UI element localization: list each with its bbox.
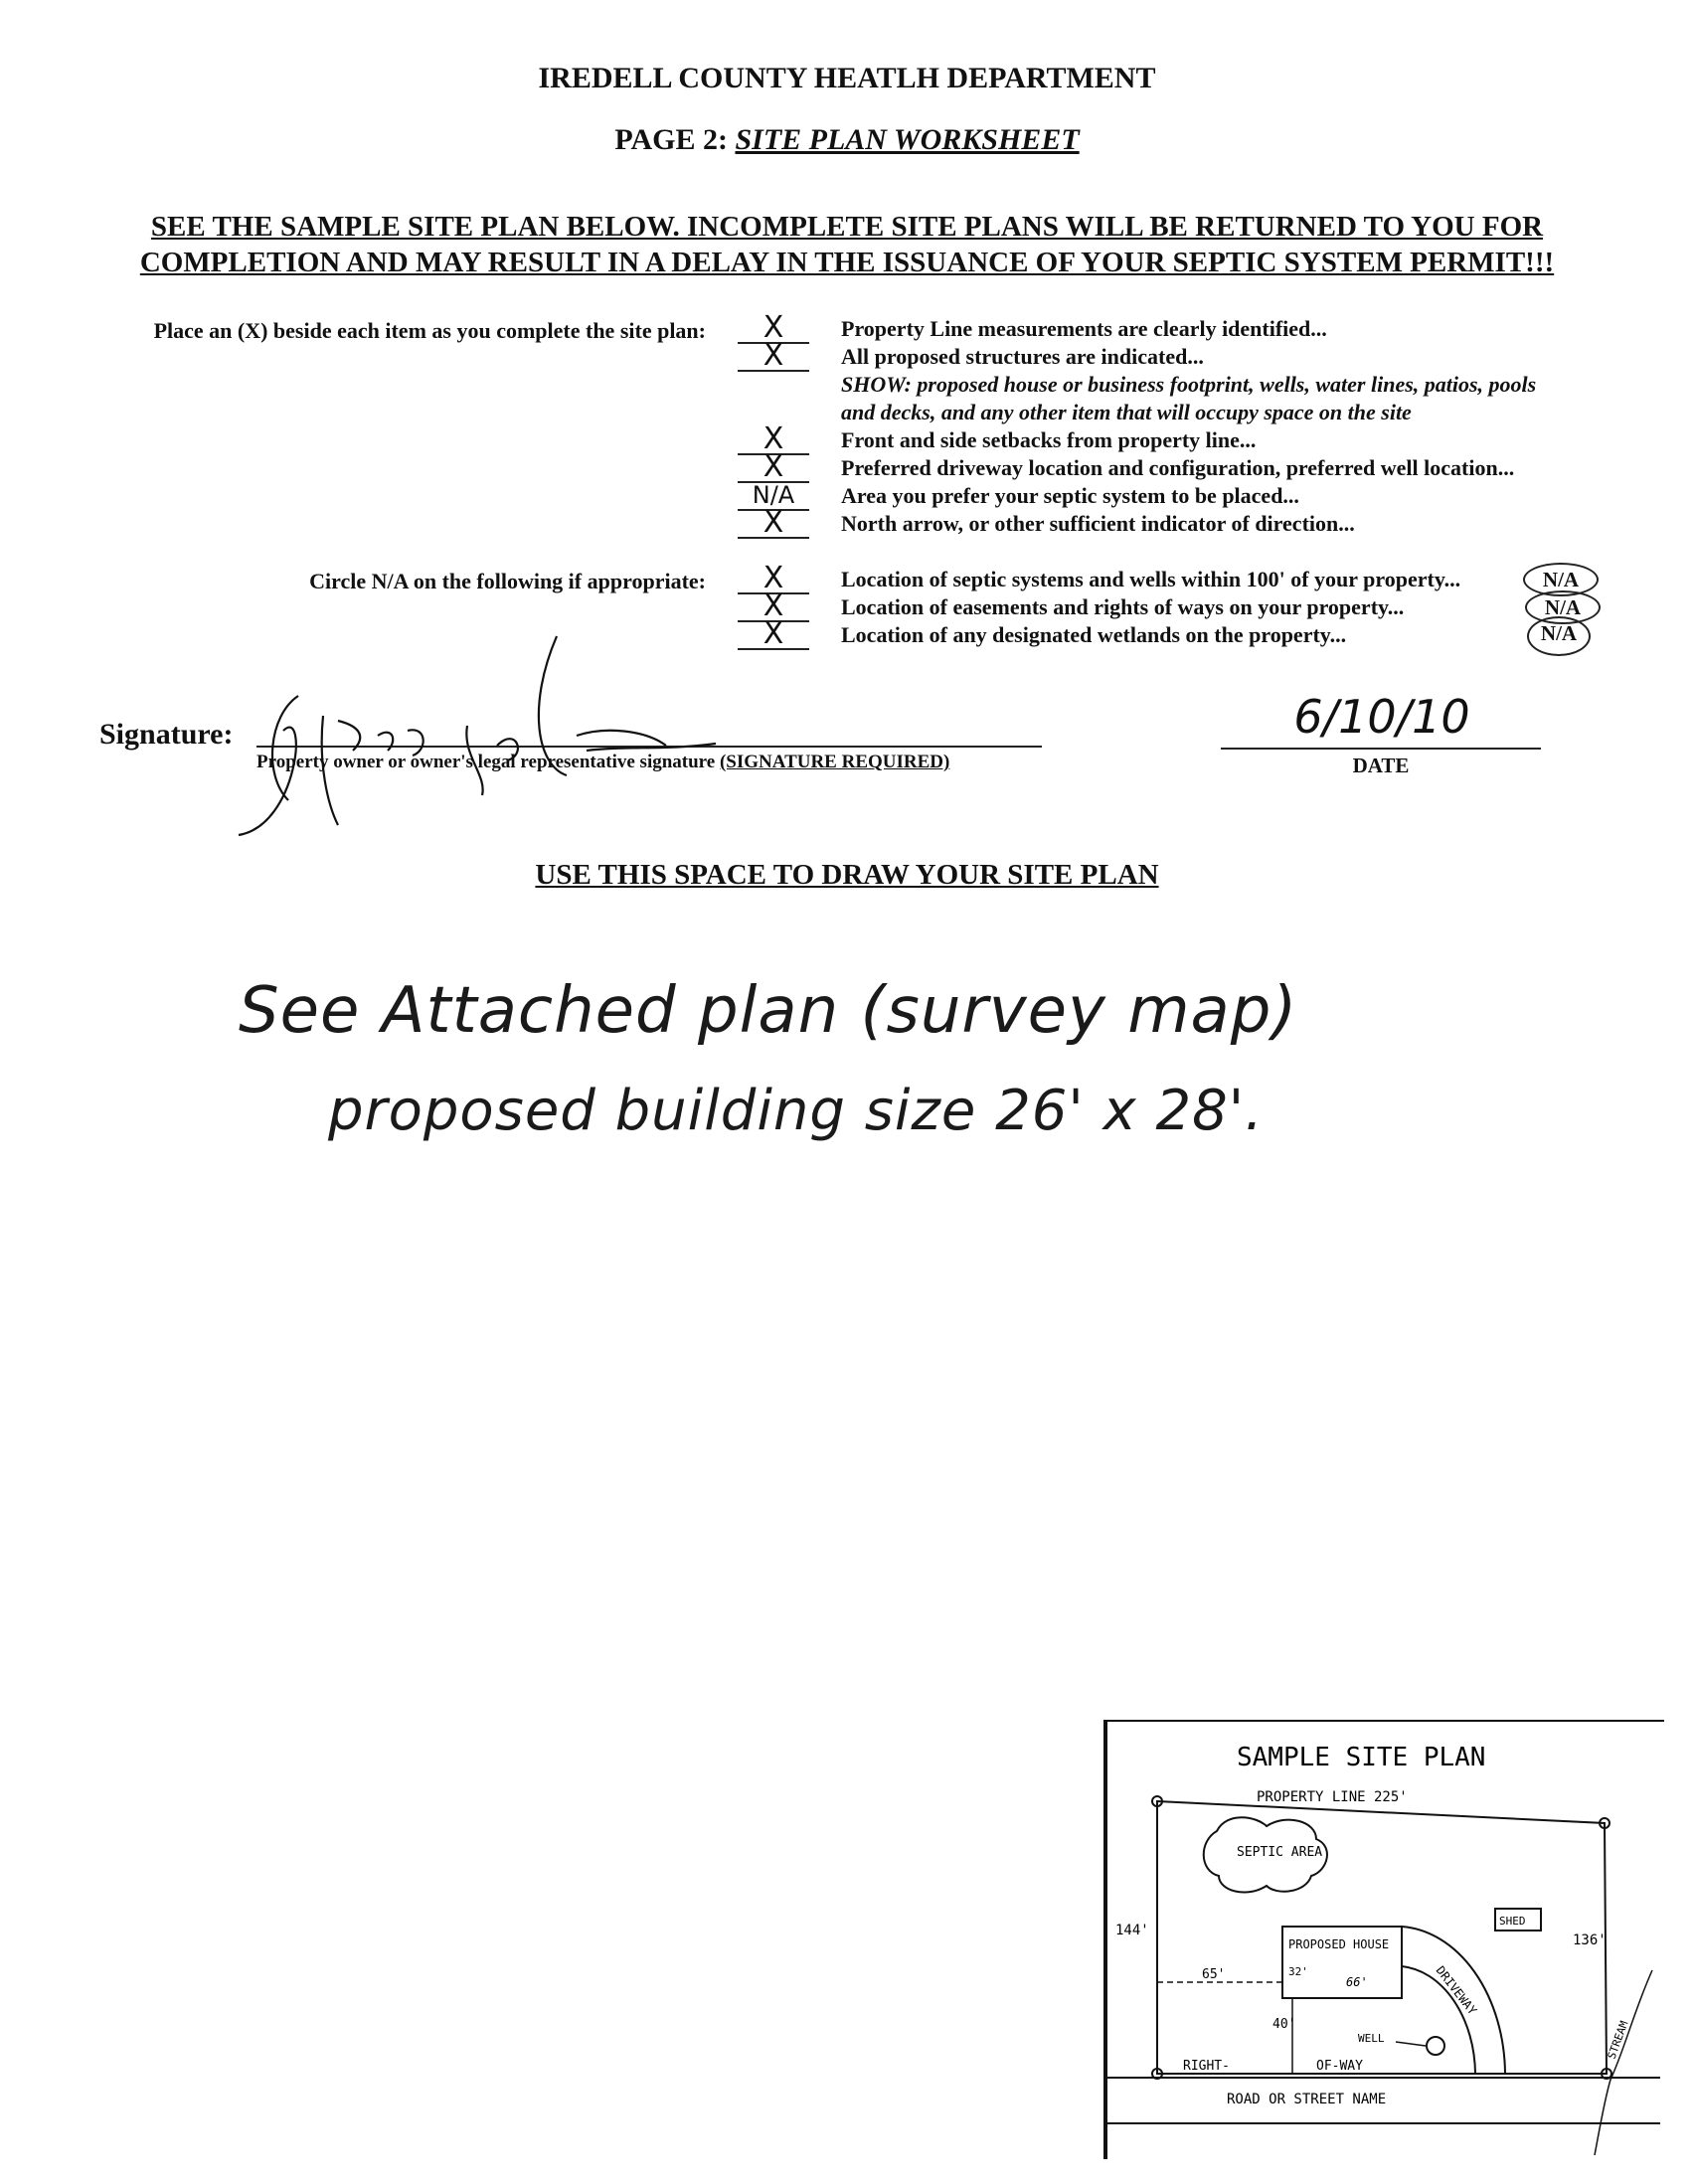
signature-caption	[256, 752, 949, 773]
shed-label: SHED	[1499, 1915, 1526, 1928]
date-value[interactable]: 6/10/10	[1293, 690, 1470, 744]
optional-instruction: Circle N/A on the following if appropriate:	[309, 569, 706, 593]
checkbox-mark[interactable]: X	[738, 565, 809, 594]
checklist-instruction: Place an (X) beside each item as you complete the site plan:	[153, 318, 706, 343]
sample-title: SAMPLE SITE PLAN	[1237, 1743, 1486, 1772]
checkbox-mark[interactable]: X	[738, 342, 809, 372]
checklist-item: Preferred driveway location and configuration, preferred well location...	[841, 455, 1515, 480]
right-side-dimension: 136'	[1573, 1932, 1607, 1948]
warning-line-2: COMPLETION AND MAY RESULT IN A DELAY IN THE ISSUANCE OF YOUR SEPTIC SYSTEM PERMIT!!!	[139, 247, 1555, 278]
side-setback-label: 65'	[1202, 1967, 1226, 1982]
signature-caption-text: Property owner or owner's legal representative signature	[256, 752, 716, 772]
road-label: ROAD OR STREET NAME	[1227, 2092, 1387, 2107]
stream-line	[1595, 1970, 1652, 2155]
left-side-dimension: 144'	[1115, 1923, 1149, 1938]
well-label: WELL	[1358, 2032, 1385, 2045]
document-title: IREDELL COUNTY HEATLH DEPARTMENT	[538, 62, 1156, 94]
house-width-label: 66'	[1346, 1975, 1368, 1989]
signature-label: Signature:	[99, 718, 234, 751]
page-name: SITE PLAN WORKSHEET	[735, 123, 1080, 156]
optional-item: Location of any designated wetlands on the property...	[841, 622, 1347, 647]
checkbox-mark[interactable]: X	[738, 509, 809, 539]
proposed-house-label: PROPOSED HOUSE	[1288, 1937, 1390, 1951]
na-circle[interactable]: N/A	[1527, 616, 1591, 656]
septic-area-label: SEPTIC AREA	[1237, 1845, 1323, 1860]
date-line	[1221, 748, 1541, 750]
checklist-item: North arrow, or other sufficient indicator of direction...	[841, 511, 1355, 536]
date-label: DATE	[1352, 754, 1410, 777]
na-circle[interactable]: N/A	[1525, 590, 1601, 624]
checkbox-mark[interactable]: X	[738, 620, 809, 650]
property-line-label: PROPERTY LINE 225'	[1257, 1789, 1408, 1805]
draw-area-heading: USE THIS SPACE TO DRAW YOUR SITE PLAN	[535, 859, 1159, 891]
well-circle	[1427, 2037, 1444, 2055]
sample-site-plan-drawing	[1107, 1722, 1660, 2157]
stream-label: STREAM	[1605, 2019, 1631, 2062]
checkbox-mark[interactable]: N/A	[738, 481, 809, 511]
handwritten-note-line-1: See Attached plan (survey map)	[239, 974, 1298, 1048]
right-of-way-label-right: OF-WAY	[1316, 2059, 1363, 2074]
checkbox-mark[interactable]: X	[738, 314, 809, 344]
house-depth-label: 32'	[1288, 1965, 1308, 1978]
optional-item: Location of easements and rights of ways on your property...	[841, 594, 1405, 619]
checklist-item: Area you prefer your septic system to be placed...	[841, 483, 1299, 508]
page-label	[0, 123, 1694, 157]
checklist-item: All proposed structures are indicated...	[841, 344, 1204, 369]
checklist-item: Front and side setbacks from property line...	[841, 427, 1257, 452]
checkbox-mark[interactable]: X	[738, 592, 809, 622]
checkbox-mark[interactable]: X	[738, 453, 809, 483]
handwritten-signature	[229, 626, 746, 845]
right-of-way-label-left: RIGHT-	[1183, 2059, 1230, 2074]
page-prefix: PAGE 2:	[614, 123, 728, 156]
well-pointer	[1396, 2042, 1426, 2046]
warning-line-1: SEE THE SAMPLE SITE PLAN BELOW. INCOMPLETE SITE PLANS WILL BE RETURNED TO YOU FOR	[150, 211, 1544, 243]
checklist-item: Property Line measurements are clearly identified...	[841, 316, 1327, 341]
optional-item: Location of septic systems and wells within 100' of your property...	[841, 567, 1461, 591]
handwritten-note-line-2: proposed building size 26' x 28'.	[328, 1079, 1264, 1143]
signature-required-note: (SIGNATURE REQUIRED)	[719, 752, 950, 772]
front-setback-label: 40'	[1272, 2017, 1296, 2032]
sample-site-plan	[1103, 1720, 1664, 2159]
checklist-item-note: SHOW: proposed house or business footprint, wells, water lines, patios, pools	[841, 372, 1537, 397]
driveway-label: DRIVEWAY	[1433, 1963, 1480, 2018]
driveway-inner	[1402, 1966, 1475, 2074]
na-circle[interactable]: N/A	[1523, 563, 1599, 596]
checklist-item-note: and decks, and any other item that will occupy space on the site	[841, 400, 1412, 424]
checkbox-mark[interactable]: X	[738, 425, 809, 455]
